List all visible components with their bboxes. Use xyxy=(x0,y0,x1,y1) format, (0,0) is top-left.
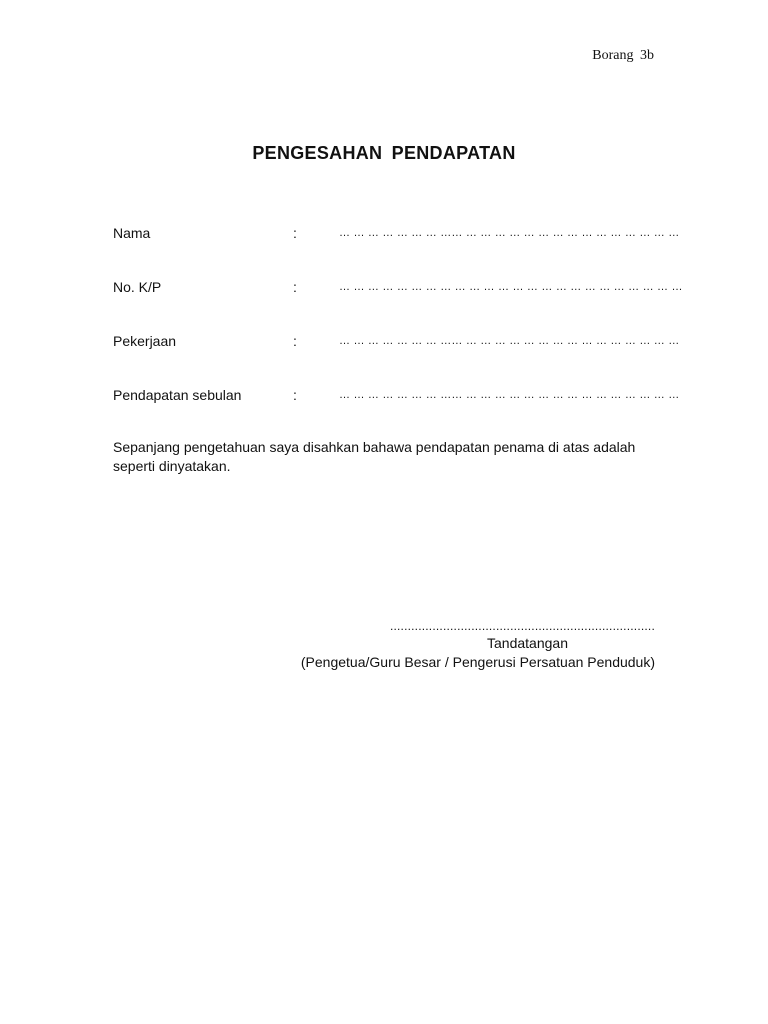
field-label: Pekerjaan xyxy=(113,333,177,349)
field-fill-line: … … … … … … … … … … … … … … … … … … … … … … … … xyxy=(339,281,683,293)
field-colon: : xyxy=(293,225,297,241)
signature-line: ........................................................................... xyxy=(389,619,655,633)
page-title: PENGESAHAN PENDAPATAN xyxy=(252,143,516,163)
signature-block xyxy=(260,618,655,672)
field-colon: : xyxy=(293,333,297,349)
field-colon: : xyxy=(293,387,297,403)
signature-label: Tandatangan xyxy=(487,635,568,651)
form-code: Borang 3b xyxy=(592,48,654,63)
field-fill-line: … … … … … … … …… … … … … … … … … … … … … … … … xyxy=(339,389,680,401)
field-label: Pendapatan sebulan xyxy=(113,387,242,403)
field-label: Nama xyxy=(113,225,151,241)
field-fill-line: … … … … … … … …… … … … … … … … … … … … … … … … xyxy=(339,227,680,239)
signatory-role: (Pengetua/Guru Besar / Pengerusi Persatuan Penduduk) xyxy=(300,654,655,670)
certification-statement: Sepanjang pengetahuan saya disahkan bahawa pendapatan penama di atas adalah seperti dinyatakan. xyxy=(113,439,636,474)
field-colon: : xyxy=(293,279,297,295)
field-fill-line: … … … … … … … …… … … … … … … … … … … … … … … … xyxy=(339,335,680,347)
field-label: No. K/P xyxy=(113,279,162,295)
